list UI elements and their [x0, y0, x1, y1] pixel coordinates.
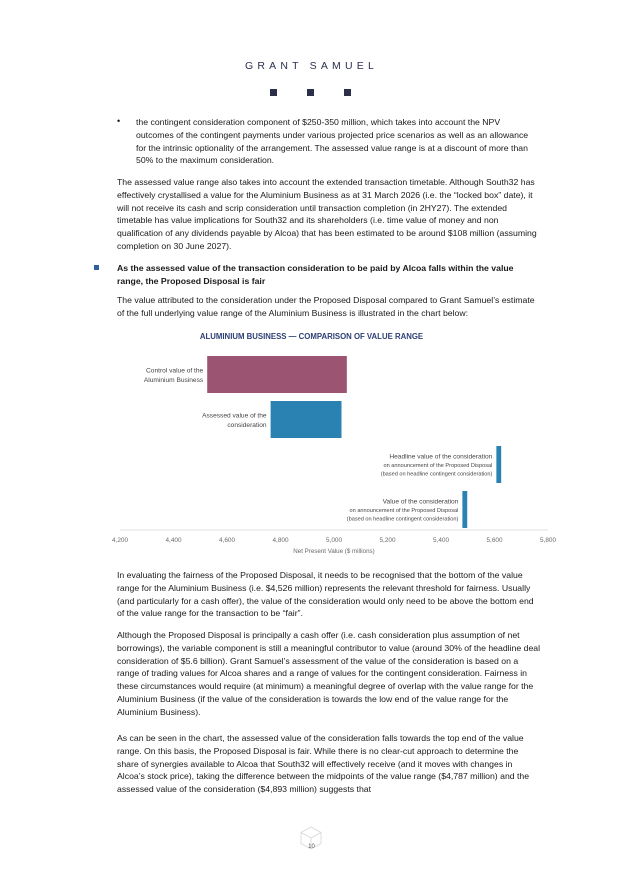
bullet-contingent-consideration: the contingent consideration component of $250-350 million, which takes into account the NPV outcomes of the contingent payments under various projected price scenarios as well as an allowance for the intrinsic optionality of the arrangement. The assessed value range is at a discount of more than 50% to the maximum consideration.: [136, 117, 529, 166]
x-tick-label: 4,200: [112, 537, 128, 544]
chart-title: ALUMINIUM BUSINESS — COMPARISON OF VALUE RANGE: [199, 332, 424, 341]
paragraph-fairness-threshold: In evaluating the fairness of the Proposed Disposal, it needs to be recognised that the bottom of the value range for the Aluminium Business (i.e. $4,526 million) represents the relevant threshold for fairness. Usually (and particularly for a cash offer), the value of the consideration would only need to be above the bottom end of the value range for the transaction to be “fair”.: [117, 570, 534, 619]
heading-disposal-fair: As the assessed value of the transaction consideration to be paid by Alcoa falls within the value range, the Proposed Disposal is fair: [117, 263, 514, 286]
x-tick-label: 5,200: [379, 537, 396, 544]
bar-3-label-line-2: on announcement of the Proposed Disposal: [383, 463, 493, 469]
bar-1-label-line-2: Aluminium Business: [143, 376, 204, 384]
bar-2: [271, 401, 342, 438]
x-tick-label: 4,400: [165, 537, 182, 544]
value-range-chart: [110, 345, 560, 560]
bar-1-label-line-1: Control value of the: [146, 367, 204, 375]
logo-square-2: [307, 89, 314, 96]
logo-square-3: [344, 89, 351, 96]
x-tick-label: 5,800: [540, 537, 556, 544]
bullet-dot: •: [117, 116, 121, 126]
bar-4-label-line-2: on announcement of the Proposed Disposal: [349, 508, 459, 514]
bar-4-label-line-3: (based on headline contingent consideration): [346, 516, 459, 523]
x-tick-label: 5,600: [486, 537, 503, 544]
logo-marks: [270, 89, 354, 97]
logo-square-1: [270, 89, 277, 96]
bar-3: [496, 446, 501, 483]
bar-4-label-line-1: Value of the consideration: [382, 498, 459, 506]
paragraph-variable-component: Although the Proposed Disposal is principally a cash offer (i.e. cash consideration plus assumption of net borrowings), the variable component is still a meaningful contributor to value (around 30% of the headline deal consideration of $5.6 billion). Grant Samuel’s assessment of the value of the consideration is based on a range of trading values for Alcoa shares and a range of values for the contingent consideration. Fairness in these circumstances would require (at minimum) a meaningful degree of overlap with the value range for the Aluminium Business (if the value of the consideration is towards the low end of the value range for the Aluminium Business).: [117, 630, 541, 717]
logo-text: GRANT SAMUEL: [244, 60, 379, 72]
paragraph-chart-intro: The value attributed to the consideration under the Proposed Disposal compared to Grant Samuel’s estimate of the full underlying value range of the Aluminium Business is illustrated in the chart below:: [117, 295, 535, 318]
square-bullet-icon: [94, 265, 99, 270]
bar-1: [207, 356, 347, 393]
page-number: 10: [308, 844, 315, 850]
paragraph-timetable: The assessed value range also takes into account the extended transaction timetable. Although South32 has effectively crystallised a value for the Aluminium Business as at 31 March 2026 (i.e. the “locked box” date), it will not receive its cash and scrip consideration until transaction completion (in 2HY27). The extended timetable has value implications for South32 and its shareholders (i.e. time value of money and non qualification of any dividends payable by Alcoa) that has been estimated to be around $108 million (assuming completion on 30 June 2027).: [117, 177, 537, 251]
bar-3-label-line-1: Headline value of the consideration: [389, 453, 493, 461]
x-tick-label: 4,600: [219, 537, 235, 544]
bar-4: [462, 491, 467, 528]
bar-3-label-line-3: (based on headline contingent consideration): [380, 471, 493, 478]
x-tick-label: 5,000: [326, 537, 342, 544]
paragraph-conclusion: As can be seen in the chart, the assessed value of the consideration falls towards the top end of the value range. On this basis, the Proposed Disposal is fair. While there is no clear-cut approach to determine the share of synergies available to Alcoa that South32 will effectively receive (and it moves with changes in Alcoa’s stock price), taking the difference between the midpoints of the value range ($4,787 million) and the assessed value of the consideration ($4,893 million) suggests that: [117, 733, 530, 795]
x-tick-label: 5,400: [433, 537, 449, 544]
x-tick-label: 4,800: [272, 537, 289, 544]
bar-2-label-line-1: Assessed value of the: [202, 412, 267, 420]
x-axis-label: Net Present Value ($ millions): [293, 548, 375, 555]
bar-2-label-line-2: consideration: [227, 421, 267, 429]
